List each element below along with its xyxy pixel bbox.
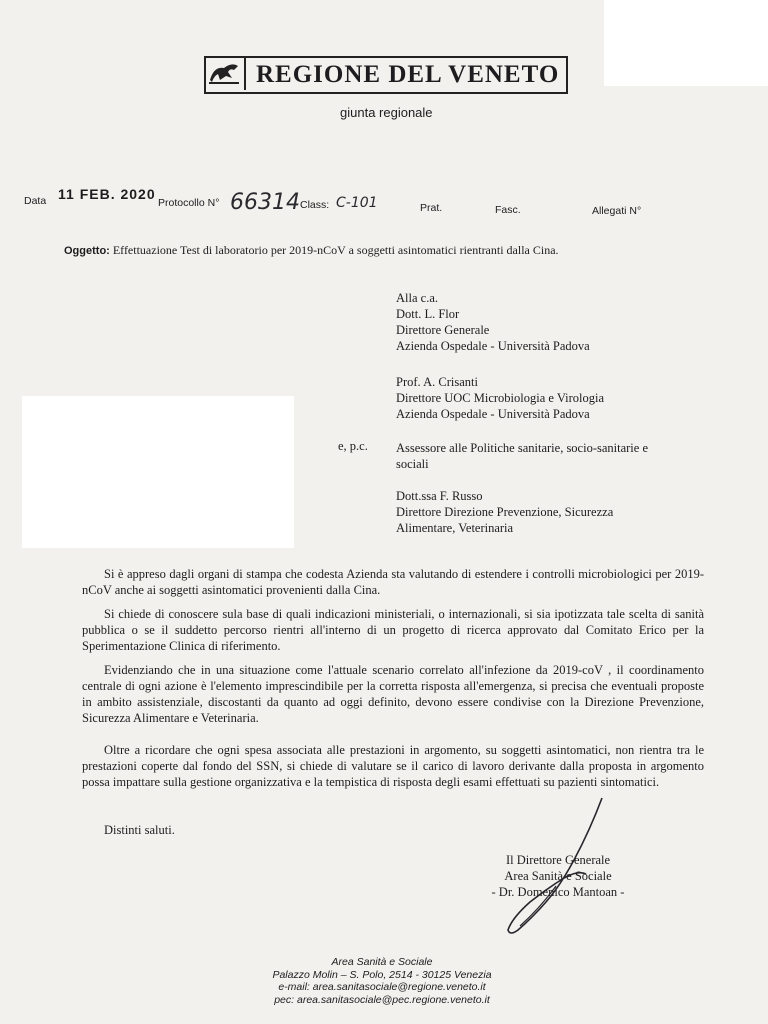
footer-line-2: Palazzo Molin – S. Polo, 2514 - 30125 Venezia	[272, 968, 492, 981]
body-paragraph-1: Si è appreso dagli organi di stampa che codesta Azienda sta valutando di estendere i controlli microbiologici per 2019-nCoV anche ai soggetti asintomatici provenienti dalla Cina.	[82, 567, 704, 597]
signature-line-1: Il Direttore Generale	[505, 853, 611, 867]
cc-1-line-2: sociali	[396, 457, 429, 471]
region-name: REGIONE DEL VENETO	[256, 61, 560, 88]
lion-of-saint-mark-icon	[206, 58, 246, 90]
redaction-block-left	[22, 396, 294, 548]
cc-1-line-1: Assessore alle Politiche sanitarie, socio-sanitarie e	[396, 441, 649, 455]
footer-email: e-mail: area.sanitasociale@regione.veneto.it	[278, 981, 486, 993]
footer-address	[232, 956, 532, 1006]
handwritten-signature	[490, 790, 620, 940]
cc-2-role-2: Alimentare, Veterinaria	[396, 521, 514, 535]
body-paragraph-3: Evidenziando che in una situazione come l'attuale scenario correlato all'infezione da 2019-coV , il coordinamento centrale di ogni azione è l'elemento imprescindibile per la corretta risposta all'emergenza, si precisa che eventuali proposte in ambito assistenziale, discostanti da quanto ad oggi definito, devono essere condivise con la Direzione Prevenzione, Sicurezza Alimentare e Veterinaria.	[82, 663, 704, 725]
recipient-2-org: Azienda Ospedale - Università Padova	[396, 407, 590, 421]
protocollo-number: 66314	[230, 190, 300, 215]
cc-2-role-1: Direttore Direzione Prevenzione, Sicurezza	[396, 505, 614, 519]
redaction-block-top-right	[604, 0, 768, 86]
recipient-1-role: Direttore Generale	[396, 323, 490, 337]
epc-label: e, p.c.	[338, 439, 368, 453]
subject-label: Oggetto:	[64, 245, 110, 257]
date-stamp: 11 FEB. 2020	[58, 186, 156, 202]
recipient-2-block	[396, 374, 604, 422]
class-label: Class:	[300, 199, 330, 211]
signature-line-3: - Dr. Domenico Mantoan -	[491, 885, 625, 899]
subject-line	[64, 243, 559, 258]
footer-line-1: Area Sanità e Sociale	[331, 956, 433, 968]
footer-pec: pec: area.sanitasociale@pec.regione.veneto.it	[274, 993, 490, 1006]
recipients-block	[396, 290, 590, 354]
recipient-1-name: Dott. L. Flor	[396, 307, 460, 321]
cc-2-block	[396, 488, 613, 536]
protocollo-label: Protocollo N°	[158, 197, 220, 209]
data-label: Data	[24, 195, 47, 207]
recipient-1-org: Azienda Ospedale - Università Padova	[396, 339, 590, 353]
signature-line-2: Area Sanità e Sociale	[504, 869, 612, 883]
class-value: C-101	[336, 195, 378, 211]
allegati-label: Allegati N°	[592, 205, 642, 217]
subject-text: Effettuazione Test di laboratorio per 2019-nCoV a soggetti asintomatici rientranti dalla Cina.	[112, 243, 559, 257]
alla-ca: Alla c.a.	[396, 291, 438, 305]
cc-1-block	[396, 440, 648, 472]
recipient-2-role: Direttore UOC Microbiologia e Virologia	[396, 391, 605, 405]
body-paragraph-4: Oltre a ricordare che ogni spesa associata alle prestazioni in argomento, su soggetti asintomatici, non rientra tra le prestazioni coperte dal fondo del SSN, si chiede di valutare se il carico di lavoro derivante dalla proposta in argomento possa impattare sulla gestione organizzativa e la tempistica di risposta degli esami effettuati su pazienti sintomatici.	[82, 743, 704, 789]
fasc-label: Fasc.	[495, 204, 521, 216]
closing-salutation: Distinti saluti.	[104, 823, 175, 837]
prat-label: Prat.	[420, 202, 443, 214]
giunta-subtitle: giunta regionale	[340, 105, 433, 120]
cc-2-name: Dott.ssa F. Russo	[396, 489, 483, 503]
recipient-2-name: Prof. A. Crisanti	[396, 375, 478, 389]
body-paragraph-2: Si chiede di conoscere sula base di quali indicazioni ministeriali, o internazionali, si sia ipotizzata tale scelta di sanità pubblica o se il suddetto percorso rientri all'interno di un progetto di ricerca approvato dal Comitato Erico per la Sperimentazione Clinica di riferimento.	[82, 607, 704, 653]
